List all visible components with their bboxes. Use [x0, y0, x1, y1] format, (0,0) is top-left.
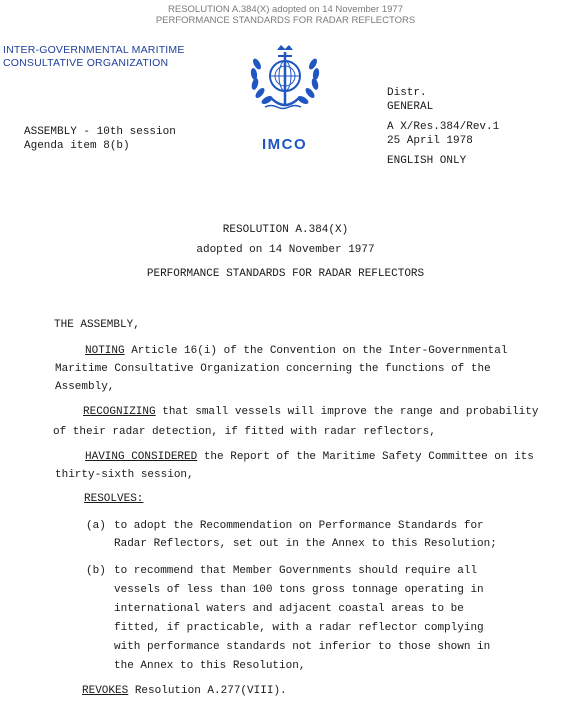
item-a-line-1: to adopt the Recommendation on Performance Standards for: [114, 520, 484, 532]
session-info: [24, 125, 176, 153]
page-header-line-2: PERFORMANCE STANDARDS FOR RADAR REFLECTORS: [155, 15, 416, 26]
item-a-line-2: Radar Reflectors, set out in the Annex to this Resolution;: [114, 538, 497, 550]
resolution-subject: PERFORMANCE STANDARDS FOR RADAR REFLECTORS: [146, 268, 425, 280]
session-line: ASSEMBLY - 10th session: [24, 126, 176, 138]
language-note: ENGLISH ONLY: [387, 155, 467, 167]
item-b-line-4: fitted, if practicable, with a radar reflector complying: [114, 622, 484, 634]
distr-label: Distr.: [387, 87, 427, 99]
assembly-heading: THE ASSEMBLY,: [54, 319, 140, 331]
having-considered-line-1: the Report of the Maritime Safety Committee on its: [197, 451, 534, 463]
noting-line-2: Maritime Consultative Organization concerning the functions of the: [55, 363, 491, 375]
item-b-marker: (b): [86, 565, 106, 577]
revokes-text: Resolution A.277(VIII).: [128, 685, 287, 697]
item-b-line-2: vessels of less than 100 tons gross tonnage operating in: [114, 584, 484, 596]
item-b-line-5: with performance standards not inferior to those shown in: [114, 641, 491, 653]
noting-keyword: NOTING: [85, 345, 125, 357]
recognizing-line-1: that small vessels will improve the range and probability: [155, 406, 539, 418]
un-imco-emblem-icon: [247, 44, 323, 114]
distribution-block: [387, 86, 499, 168]
having-considered-keyword: HAVING CONSIDERED: [85, 451, 198, 463]
revokes-paragraph: [82, 684, 287, 698]
item-b-line-3: international waters and adjacent coastal areas to be: [114, 603, 464, 615]
noting-line-3: Assembly,: [55, 381, 115, 393]
having-considered-paragraph: [55, 450, 555, 482]
document-number: A X/Res.384/Rev.1: [387, 121, 500, 133]
distr-general: GENERAL: [387, 101, 434, 113]
revokes-keyword: REVOKES: [82, 685, 129, 697]
resolution-title: RESOLUTION A.384(X): [222, 224, 349, 236]
organization-name-line-2: CONSULTATIVE ORGANIZATION: [3, 57, 169, 69]
recognizing-keyword: RECOGNIZING: [83, 406, 156, 418]
document-date: 25 April 1978: [387, 135, 473, 147]
adoption-date: adopted on 14 November 1977: [196, 244, 375, 256]
noting-paragraph: [55, 344, 555, 394]
organization-name-line-1: INTER-GOVERNMENTAL MARITIME: [3, 44, 185, 56]
item-b-line-1: to recommend that Member Governments should require all: [114, 565, 478, 577]
agenda-item: Agenda item 8(b): [24, 140, 130, 152]
resolves-keyword: RESOLVES:: [84, 493, 144, 505]
recognizing-paragraph: [53, 405, 553, 439]
imco-logo-text: IMCO: [262, 136, 308, 153]
organization-name: [3, 44, 185, 70]
having-considered-line-2: thirty-sixth session,: [55, 469, 194, 481]
item-a-marker: (a): [86, 520, 106, 532]
resolves-heading: [84, 492, 143, 506]
noting-line-1: Article 16(i) of the Convention on the Inter-Governmental: [124, 345, 508, 357]
item-a-text: [114, 519, 497, 551]
item-b-line-6: the Annex to this Resolution,: [114, 660, 306, 672]
recognizing-line-2: of their radar detection, if fitted with radar reflectors,: [53, 426, 436, 438]
item-b-text: [114, 564, 490, 673]
page-header-line-1: RESOLUTION A.384(X) adopted on 14 November 1977: [168, 4, 403, 15]
